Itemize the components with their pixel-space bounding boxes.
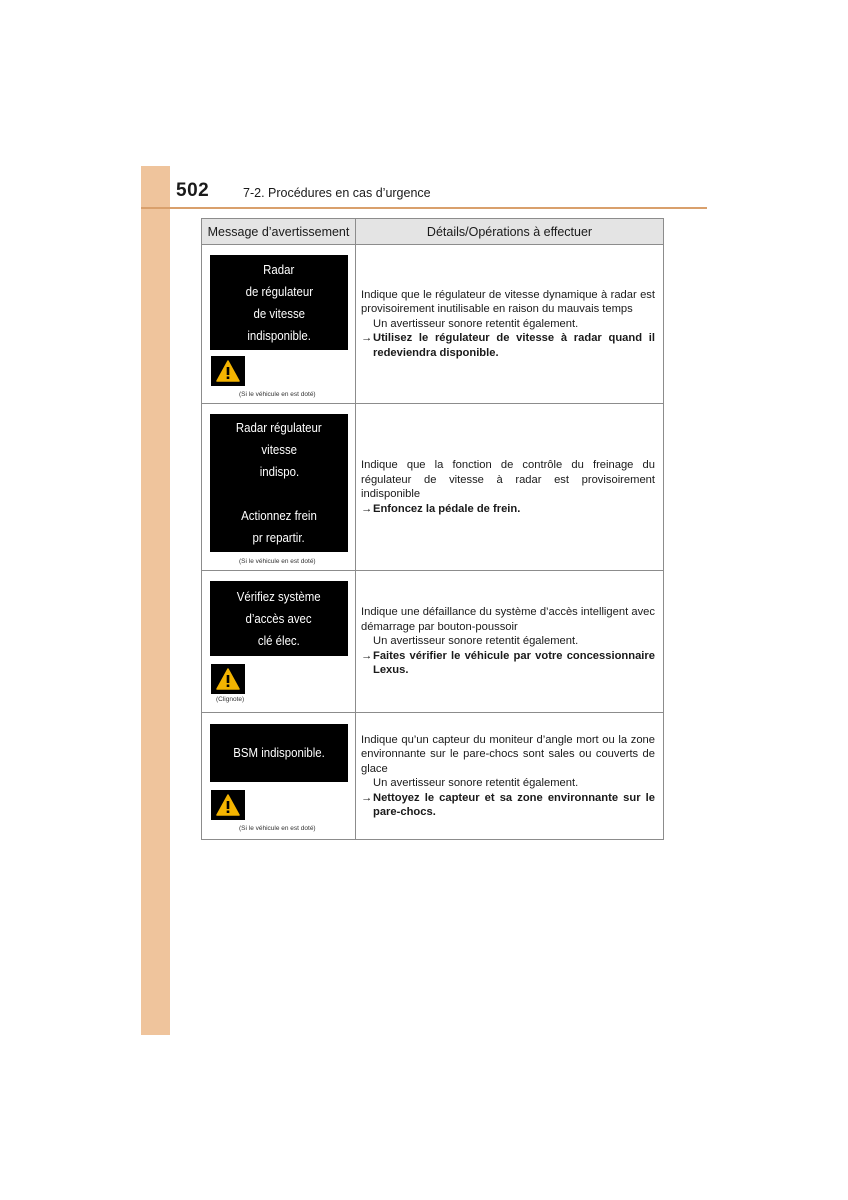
screen-line: BSM indisponible. [233,745,325,760]
buzzer-text: Un avertisseur sonore retentit également. [373,317,579,330]
caption: (Clignote) [216,696,245,703]
screen-line: vitesse [261,442,297,457]
table-row [202,245,664,404]
detail-text: Indique que le régulateur de vitesse dynamique à radar est provisoirement inutilisable en raison du mauvais temps [361,288,655,316]
detail-cell [356,404,664,571]
screen-line: indisponible. [247,327,311,343]
action-item [361,331,655,360]
detail-text: Indique que la fonction de contrôle du freinage du régulateur de vitesse à radar est provisoirement indisponible [361,459,655,500]
warning-triangle-icon [211,356,245,386]
col-header-details: Détails/Opérations à effectuer [356,219,664,245]
action-item [361,791,655,820]
screen-line: Actionnez frein [241,508,317,523]
action-item [361,649,655,678]
message-cell [202,404,356,571]
side-tab-bar [141,166,170,1035]
page-number: 502 [176,180,210,201]
screen-line: Radar régulateur [236,420,322,435]
section-title: 7-2. Procédures en cas d’urgence [243,186,431,200]
screen-line: indispo. [259,464,299,479]
message-cell [202,245,356,404]
detail-cell [356,571,664,713]
col-header-message: Message d’avertissement [202,219,356,245]
screen-line: Vérifiez système [237,588,321,604]
arrow-icon: → [361,332,373,345]
detail-cell [356,245,664,404]
caption: (Si le véhicule en est doté) [239,558,316,565]
table-row [202,713,664,840]
table-header-row [202,219,664,245]
screen-line-blank [277,483,280,505]
action-text: Nettoyez le capteur et sa zone environnante sur le pare-chocs. [373,791,655,818]
action-item [361,502,655,517]
action-text: Utilisez le régulateur de vitesse à radar quand il redeviendra disponible. [373,332,655,359]
display-screen [210,724,348,782]
caption: (Si le véhicule en est doté) [239,391,316,398]
warning-triangle-icon [211,790,245,820]
arrow-icon: → [361,649,373,662]
screen-line: Radar [263,261,295,277]
action-text: Faites vérifier le véhicule par votre concessionnaire Lexus. [373,649,655,677]
display-screen [210,414,348,552]
detail-text: Indique une défaillance du système d’accès intelligent avec démarrage par bouton-poussoir [361,606,655,633]
arrow-icon: → [361,502,373,515]
screen-line: de vitesse [253,305,305,321]
warning-table [201,218,664,840]
arrow-icon: → [361,791,373,804]
header-rule [141,207,707,209]
screen-line: pr repartir. [252,530,306,545]
display-screen [210,255,348,350]
table-row [202,404,664,571]
warning-triangle-icon [211,664,245,694]
screen-line: clé élec. [258,632,300,648]
detail-cell [356,713,664,840]
action-text: Enfoncez la pédale de frein. [373,502,521,515]
caption: (Si le véhicule en est doté) [239,825,316,832]
screen-line: d’accès avec [245,610,313,626]
table-row [202,571,664,713]
display-screen [210,581,348,656]
buzzer-text: Un avertisseur sonore retentit également. [373,777,579,789]
message-cell [202,713,356,840]
message-cell [202,571,356,713]
detail-text: Indique qu’un capteur du moniteur d’angle mort ou la zone environnante sur le pare-chocs sont sales ou couverts de glace [361,733,655,775]
buzzer-text: Un avertisseur sonore retentit également. [373,635,579,648]
screen-line: de régulateur [245,283,313,299]
